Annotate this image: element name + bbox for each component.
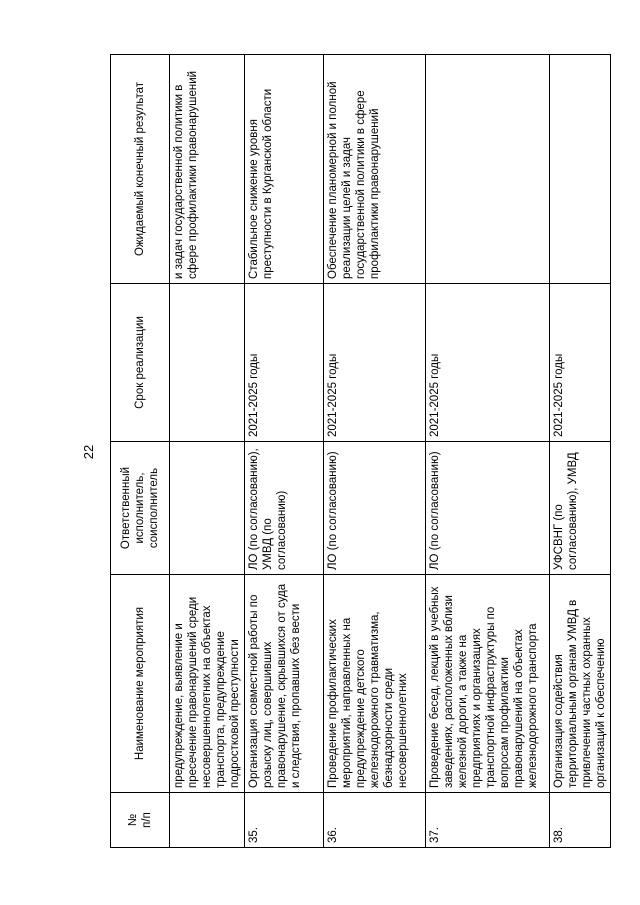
- cell-responsible: ЛО (по согласованию): [324, 442, 426, 575]
- cell-measure-name: Проведение профилактических мероприятий, направленных на предупреждение детского железнодорожного травматизма, безнадзорности среди несовершеннолетних: [324, 575, 426, 793]
- cell-responsible: УФСВНГ (по согласованию), УМВД: [550, 442, 611, 575]
- cell-number: 38.: [550, 793, 611, 848]
- header-number: № п/п: [111, 793, 170, 848]
- table-row: [170, 55, 245, 848]
- cell-expected-result: [426, 55, 550, 284]
- cell-number: 36.: [324, 793, 426, 848]
- cell-responsible: [170, 442, 245, 575]
- page-number: 22: [81, 444, 96, 460]
- cell-term: 2021-2025 годы: [550, 284, 611, 442]
- cell-expected-result: [550, 55, 611, 284]
- cell-measure-name: Организация совместной работы по розыску лиц, совершивших правонарушение, скрывшихся от суда и следствия, пропавших без вести: [245, 575, 324, 793]
- header-responsible: Ответственный исполнитель, соисполнитель: [111, 442, 170, 575]
- cell-number: [170, 793, 245, 848]
- rotated-page-content: [110, 55, 607, 848]
- cell-number: 35.: [245, 793, 324, 848]
- table-header-row: [111, 55, 170, 848]
- cell-measure-name: Проведение бесед, лекций в учебных заведениях, расположенных вблизи железной дороги, а также на предприятиях и организациях транспортной инфраструктуры по вопросам профилактики правонарушений на объектах железнодорожного транспорта: [426, 575, 550, 793]
- cell-expected-result: Обеспечение планомерной и полной реализации целей и задач государственной политики в сфере профилактики правонарушений: [324, 55, 426, 284]
- table-row: [245, 55, 324, 848]
- cell-expected-result: и задач государственной политики в сфере профилактики правонарушений: [170, 55, 245, 284]
- cell-responsible: ЛО (по согласованию): [426, 442, 550, 575]
- table-row: [550, 55, 611, 848]
- cell-term: [170, 284, 245, 442]
- cell-term: 2021-2025 годы: [426, 284, 550, 442]
- header-expected-result: Ожидаемый конечный результат: [111, 55, 170, 284]
- header-measure-name: Наименование мероприятия: [111, 575, 170, 793]
- table-row: [426, 55, 550, 848]
- table-row: [324, 55, 426, 848]
- cell-responsible: ЛО (по согласованию), УМВД (по согласованию): [245, 442, 324, 575]
- header-term: Срок реализации: [111, 284, 170, 442]
- cell-measure-name: предупреждение, выявление и пресечение правонарушений среди несовершеннолетних на объектах транспорта, предупреждение подростковой преступности: [170, 575, 245, 793]
- cell-term: 2021-2025 годы: [324, 284, 426, 442]
- measures-table: [110, 54, 611, 848]
- cell-number: 37.: [426, 793, 550, 848]
- cell-term: 2021-2025 годы: [245, 284, 324, 442]
- cell-measure-name: Организация содействия территориальным органам УМВД в привлечении частных охранных организаций к обеспечению: [550, 575, 611, 793]
- cell-expected-result: Стабильное снижение уровня преступности в Курганской области: [245, 55, 324, 284]
